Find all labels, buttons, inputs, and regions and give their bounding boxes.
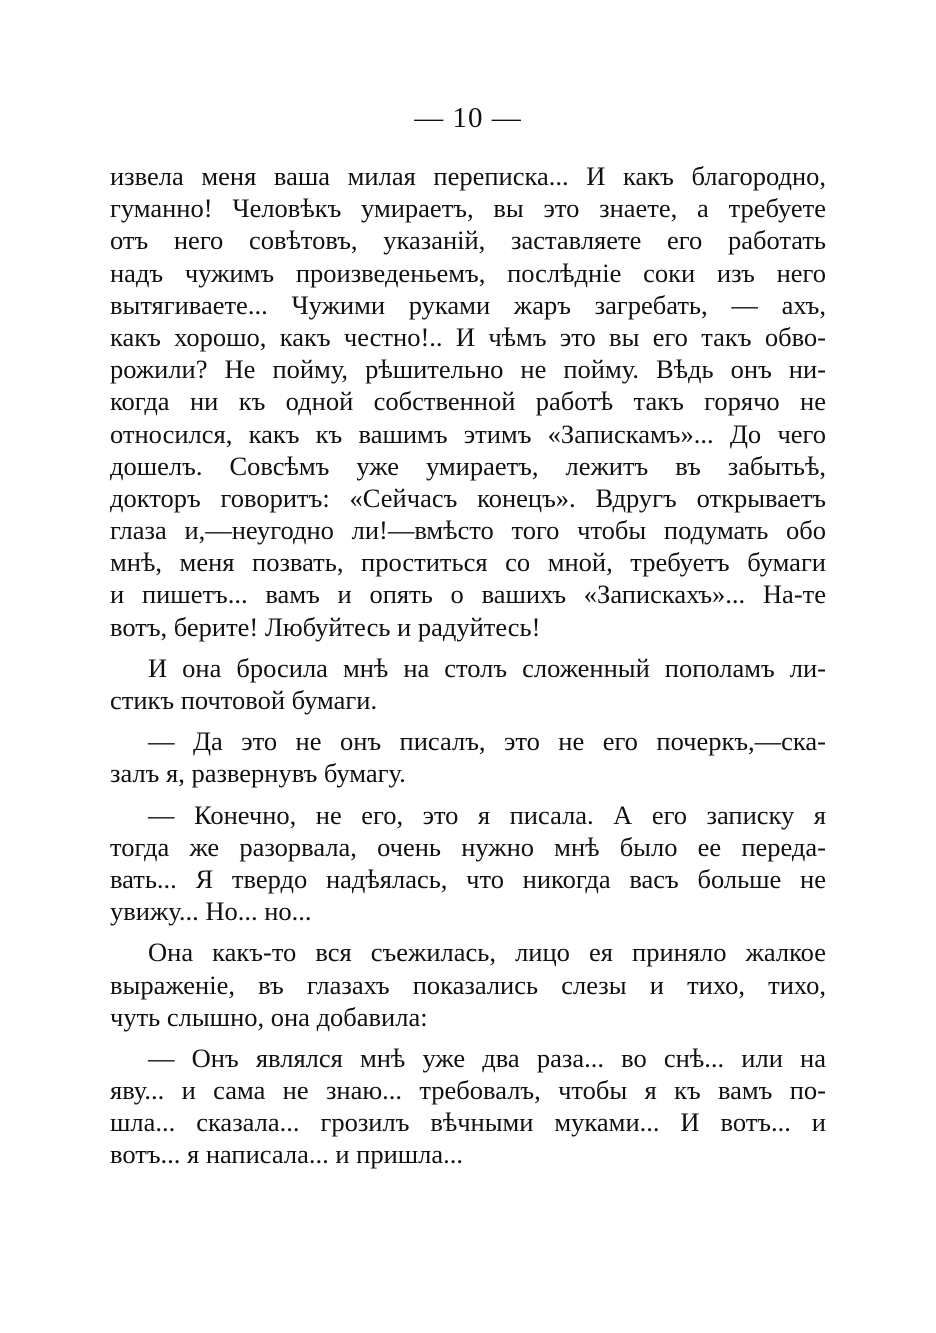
text-line: относился, какъ къ вашимъ этимъ «Запискамъ»... До чего	[110, 418, 826, 449]
text-line: вать... Я твердо надѣялась, что никогда васъ больше не	[110, 863, 826, 894]
text-line: дошелъ. Совсѣмъ уже умираетъ, лежитъ въ забытьѣ,	[110, 450, 826, 481]
text-line: стикъ почтовой бумаги.	[110, 685, 378, 715]
text-line: и пишетъ... вамъ и опять о вашихъ «Запискахъ»... На-те	[110, 579, 826, 610]
text-line: глаза и,—неугодно ли!—вмѣсто того чтобы подумать обо	[110, 515, 826, 546]
paragraph	[110, 1042, 826, 1171]
body-text	[110, 160, 826, 1171]
text-line: вотъ... я написала... и пришла...	[110, 1139, 464, 1170]
text-line: — Онъ являлся мнѣ уже два раза... во снѣ... или на	[148, 1042, 826, 1073]
text-line: вытягиваете... Чужими руками жаръ загребать, — ахъ,	[110, 289, 826, 320]
text-line: — Да это не онъ писалъ, это не его почеркъ,—ска-	[148, 726, 826, 757]
paragraph	[110, 936, 826, 1033]
text-line: яву... и сама не знаю... требовалъ, чтобы я къ вамъ по-	[110, 1075, 826, 1106]
text-line: выраженіе, въ глазахъ показались слезы и тихо, тихо,	[110, 969, 826, 1000]
text-line: надъ чужимъ произведеньемъ, послѣдніе соки изъ него	[110, 257, 826, 288]
text-line: отъ него совѣтовъ, указаній, заставляете его работать	[110, 225, 826, 256]
text-line: мнѣ, меня позвать, проститься со мной, требуетъ бумаги	[110, 547, 826, 578]
text-line: докторъ говоритъ: «Сейчасъ конецъ». Вдругъ открываетъ	[110, 482, 826, 513]
text-line: — Конечно, не его, это я писала. А его записку я	[148, 799, 826, 830]
page-number: — 10 —	[414, 102, 522, 134]
paragraph	[110, 725, 826, 789]
text-line: рожили? Не пойму, рѣшительно не пойму. Вѣдь онъ ни-	[110, 354, 826, 385]
text-line: И она бросила мнѣ на столъ сложенный пополамъ ли-	[148, 652, 826, 683]
text-line: какъ хорошо, какъ честно!.. И чѣмъ это вы его такъ обво-	[110, 321, 826, 352]
text-line: гуманно! Человѣкъ умираетъ, вы это знаете, а требуете	[110, 193, 826, 224]
text-line: залъ я, развернувъ бумагу.	[110, 758, 406, 789]
paragraph	[110, 652, 826, 716]
text-line: вотъ, берите! Любуйтесь и радуйтесь!	[110, 611, 541, 642]
paragraph	[110, 160, 826, 643]
text-line: шла... сказала... грозилъ вѣчными муками... И вотъ... и	[110, 1107, 826, 1138]
text-line: увижу... Но... но...	[110, 896, 312, 927]
text-line: тогда же разорвала, очень нужно мнѣ было ее переда-	[110, 831, 826, 862]
text-line: Она какъ-то вся съежилась, лицо ея приняло жалкое	[148, 937, 826, 968]
text-line: чуть слышно, она добавила:	[110, 1001, 428, 1032]
text-line: когда ни къ одной собственной работѣ такъ горячо не	[110, 386, 826, 417]
text-line: извела меня ваша милая переписка... И какъ благородно,	[110, 161, 826, 191]
paragraph	[110, 799, 826, 928]
